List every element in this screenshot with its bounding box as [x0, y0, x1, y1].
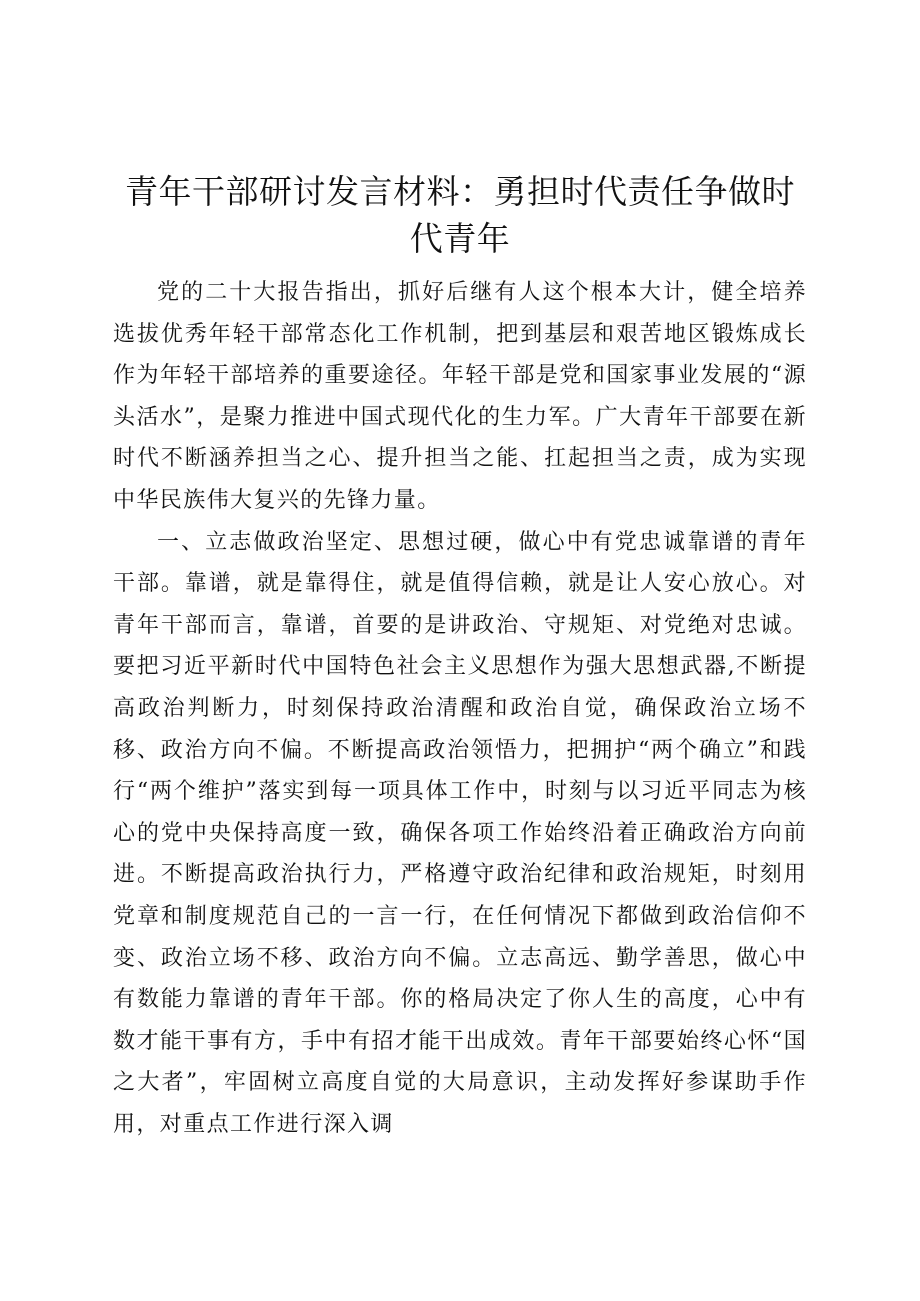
- paragraph-intro: 党的二十大报告指出，抓好后继有人这个根本大计，健全培养选拔优秀年轻干部常态化工作机制，把到基层和艰苦地区锻炼成长作为年轻干部培养的重要途径。年轻干部是党和国家事业发展的“源头活水”，是聚力推进中国式现代化的生力军。广大青年干部要在新时代不断涵养担当之心、提升担当之能、扛起担当之责，成为实现中华民族伟大复兴的先锋力量。: [113, 280, 807, 513]
- paragraph-section-one: 一、立志做政治坚定、思想过硬，做心中有党忠诚靠谱的青年干部。靠谱，就是靠得住，就是值得信赖，就是让人安心放心。对青年干部而言，靠谱，首要的是讲政治、守规矩、对党绝对忠诚。要把习近平新时代中国特色社会主义思想作为强大思想武器,不断提高政治判断力，时刻保持政治清醒和政治自觉，确保政治立场不移、政治方向不偏。不断提高政治领悟力，把拥护“两个确立”和践行“两个维护”落实到每一项具体工作中，时刻与以习近平同志为核心的党中央保持高度一致，确保各项工作始终沿着正确政治方向前进。不断提高政治执行力，严格遵守政治纪律和政治规矩，时刻用党章和制度规范自己的一言一行，在任何情况下都做到政治信仰不变、政治立场不移、政治方向不偏。立志高远、勤学善思，做心中有数能力靠谱的青年干部。你的格局决定了你人生的高度，心中有数才能干事有方，手中有招才能干出成效。青年干部要始终心怀“国之大者”，牢固树立高度自觉的大局意识，主动发挥好参谋助手作用，对重点工作进行深入调: [113, 529, 807, 1137]
- document-body: [113, 272, 807, 1145]
- document-title: 青年干部研讨发言材料：勇担时代责任争做时代青年: [125, 172, 795, 258]
